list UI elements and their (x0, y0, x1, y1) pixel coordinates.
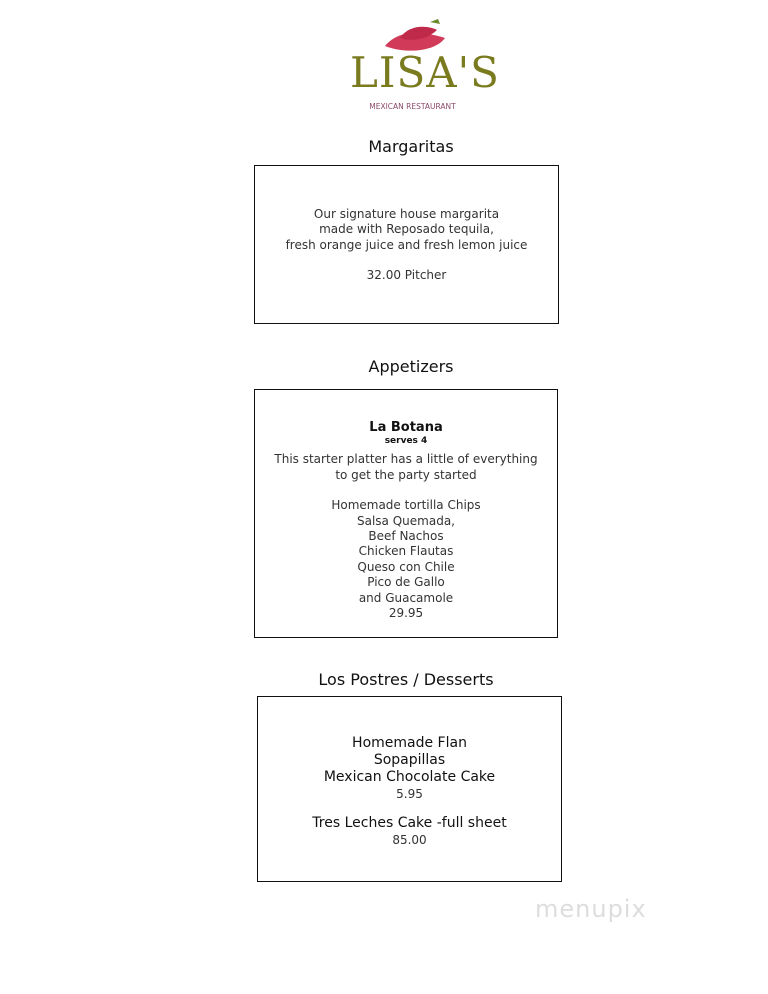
price: 5.95 (396, 787, 423, 801)
section-title-appetizers: Appetizers (368, 357, 454, 376)
desserts-box (257, 696, 562, 882)
content-item: Homemade tortilla Chips (331, 498, 481, 513)
dessert-item: Homemade Flan (352, 735, 467, 751)
content-item: Salsa Quemada, (357, 513, 455, 528)
section-title-margaritas: Margaritas (368, 137, 454, 156)
dessert-item: Tres Leches Cake -full sheet (312, 815, 507, 831)
description-line: Our signature house margarita (313, 207, 500, 221)
section-title-desserts: Los Postres / Desserts (318, 670, 494, 689)
appetizers-box (254, 389, 558, 638)
price: 29.95 (388, 606, 424, 621)
item-name: La Botana (369, 420, 443, 435)
content-item: Beef Nachos (368, 529, 444, 544)
description-line: This starter platter has a little of everything (274, 452, 538, 467)
description-line: made with Reposado tequila, (319, 222, 494, 237)
serves-note: serves 4 (384, 436, 428, 447)
restaurant-logo (350, 18, 500, 118)
logo-tagline: MEXICAN RESTAURANT (369, 102, 456, 111)
description-line: to get the party started (335, 467, 477, 482)
price: 32.00 Pitcher (366, 268, 447, 283)
dessert-item: Sopapillas (373, 752, 446, 768)
content-item: Chicken Flautas (358, 544, 454, 559)
description-line: fresh orange juice and fresh lemon juice (285, 237, 528, 252)
price: 85.00 (392, 833, 427, 847)
content-item: Pico de Gallo (367, 575, 445, 590)
content-item: and Guacamole (358, 590, 454, 605)
dessert-item: Mexican Chocolate Cake (323, 769, 496, 785)
content-item: Queso con Chile (357, 559, 455, 574)
margaritas-box (254, 165, 559, 324)
logo-wordmark: LISA'S (350, 48, 500, 97)
watermark: menupix (535, 895, 647, 923)
